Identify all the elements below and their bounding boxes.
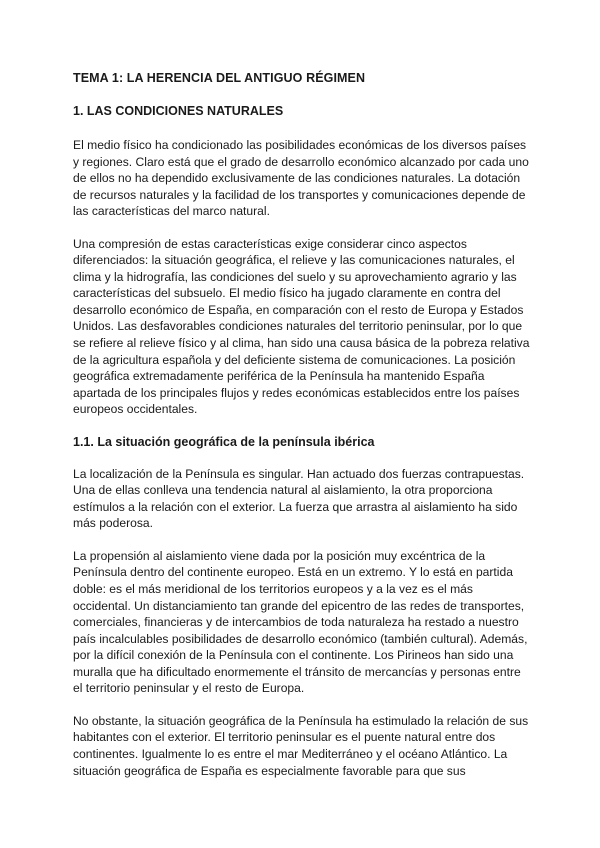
document-title: TEMA 1: LA HERENCIA DEL ANTIGUO RÉGIMEN [73,71,366,85]
paragraph: El medio físico ha condicionado las posibilidades económicas de los diversos países y regiones. Claro está que el grado de desarrollo económico alcanzado por cada uno de ellos no ha dependido exclusivamente de las condiciones naturales. La dotación de recursos naturales y la facilidad de los transportes y comunicaciones depende de las características del marco natural. [73,138,529,219]
paragraph: No obstante, la situación geográfica de la Península ha estimulado la relación de sus habitantes con el exterior. El territorio peninsular es el puente natural entre dos continentes. Igualmente lo es entre el mar Mediterráneo y el océano Atlántico. La situación geográfica de España es especialmente favorable para que sus [73,713,529,778]
section-heading: 1. LAS CONDICIONES NATURALES [73,104,284,118]
paragraph: Una compresión de estas características exige considerar cinco aspectos diferenciados: la situación geográfica, el relieve y las comunicaciones naturales, el clima y la hidrografía, las condiciones del suelo y su aprovechamiento agrario y las características del subsuelo. El medio físico ha jugado claramente en contra del desarrollo económico de España, en comparación con el resto de Europa y Estados Unidos. Las desfavorables condiciones naturales del territorio peninsular, por lo que se refiere al relieve físico y al clima, han sido una causa básica de la pobreza relativa de la agricultura española y del deficiente sistema de comunicaciones. La posición geográfica extremadamente periférica de la Península ha mantenido España apartada de los principales flujos y redes económicas establecidos entre los países europeos occidentales. [73,236,530,417]
paragraph: La propensión al aislamiento viene dada por la posición muy excéntrica de la Península dentro del continente europeo. Está en un extremo. Y lo está en partida doble: es el más meridional de los territorios europeos y a la vez es el más occidental. Un distanciamiento tan grande del epicentro de las redes de transportes, comerciales, financieras y de intercambios de toda naturaleza ha restado a nuestro país incalculables posibilidades de desarrollo económico (también cultural). Además, por la difícil conexión de la Península con el continente. Los Pirineos han sido una muralla que ha dificultado enormemente el tránsito de mercancías y personas entre el territorio peninsular y el resto de Europa. [73,548,528,696]
document-page [73,70,533,795]
paragraph: La localización de la Península es singular. Han actuado dos fuerzas contrapuestas. Una de ellas conlleva una tendencia natural al aislamiento, la otra proporciona estímulos a la relación con el exterior. La fuerza que arrastra al aislamiento ha sido más poderosa. [73,466,525,531]
subsection-heading: 1.1. La situación geográfica de la península ibérica [73,434,375,449]
